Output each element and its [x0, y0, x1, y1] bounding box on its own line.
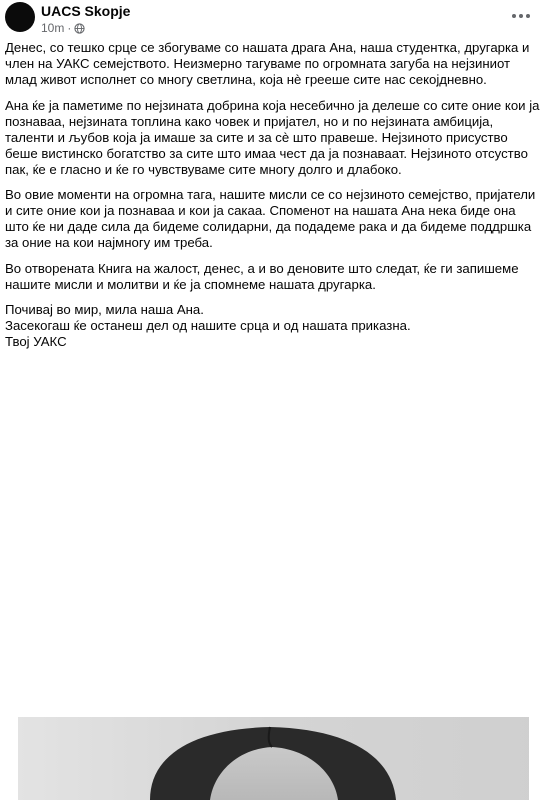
post-time[interactable]: 10m — [41, 21, 65, 35]
post-text — [5, 40, 541, 350]
post-paragraph: Ана ќе ја паметиме по нејзината добрина која несебично ја делеше со сите оние кои ја познаваа, нејзината топлина како човек и пријател, но и по нејзината амбиција, таленти и љубов која ја имаше за сите и за сè што правеше. Нејзиното присуство беше вистинско богатство за сите што имаа чест да ја познаваат. Нејзиното отсуство пак, ќе е гласно и ќе го чувствуваме сите многу долго и длабоко. — [5, 97, 540, 177]
post-meta — [41, 21, 85, 35]
post-photo[interactable] — [0, 717, 547, 800]
post-paragraph: Денес, со тешко срце се збогуваме со нашата драга Ана, наша студентка, другарка и член на УАКС семејството. Неизмерно тагуваме по огромната загуба на нејзиниот млад живот исполнет со многу светлина, која нè грееше сите нас секојдневно. — [5, 40, 530, 87]
page-avatar[interactable] — [5, 2, 35, 32]
closing-line: Почивај во мир, мила наша Ана. — [5, 302, 204, 317]
closing-line: Твој УАКС — [5, 334, 67, 349]
portrait-image — [0, 717, 547, 800]
post-paragraph: Во овие моменти на огромна тага, нашите мисли се со нејзиното семејство, пријатели и сите оние кои ја познаваа и кои ја сакаа. Споменот на нашата Ана нека биде она што ќе ни даде сила да бидеме солидарни, да подадеме рака и да бидеме поддршка за оние на кои најмногу им треба. — [5, 187, 536, 250]
meta-separator: · — [67, 21, 72, 35]
closing-line: Засекогаш ќе останеш дел од нашите срца и од нашата приказна. — [5, 318, 411, 333]
post-header — [0, 0, 547, 40]
more-options-icon[interactable] — [509, 8, 533, 24]
page-name[interactable]: UACS Skopje — [41, 3, 131, 19]
post-paragraph: Во отворената Книга на жалост, денес, а и во деновите што следат, ќе ги запишеме нашите мисли и молитви и ќе ја спомнеме нашата другарка. — [5, 260, 519, 292]
globe-icon[interactable] — [74, 23, 85, 34]
